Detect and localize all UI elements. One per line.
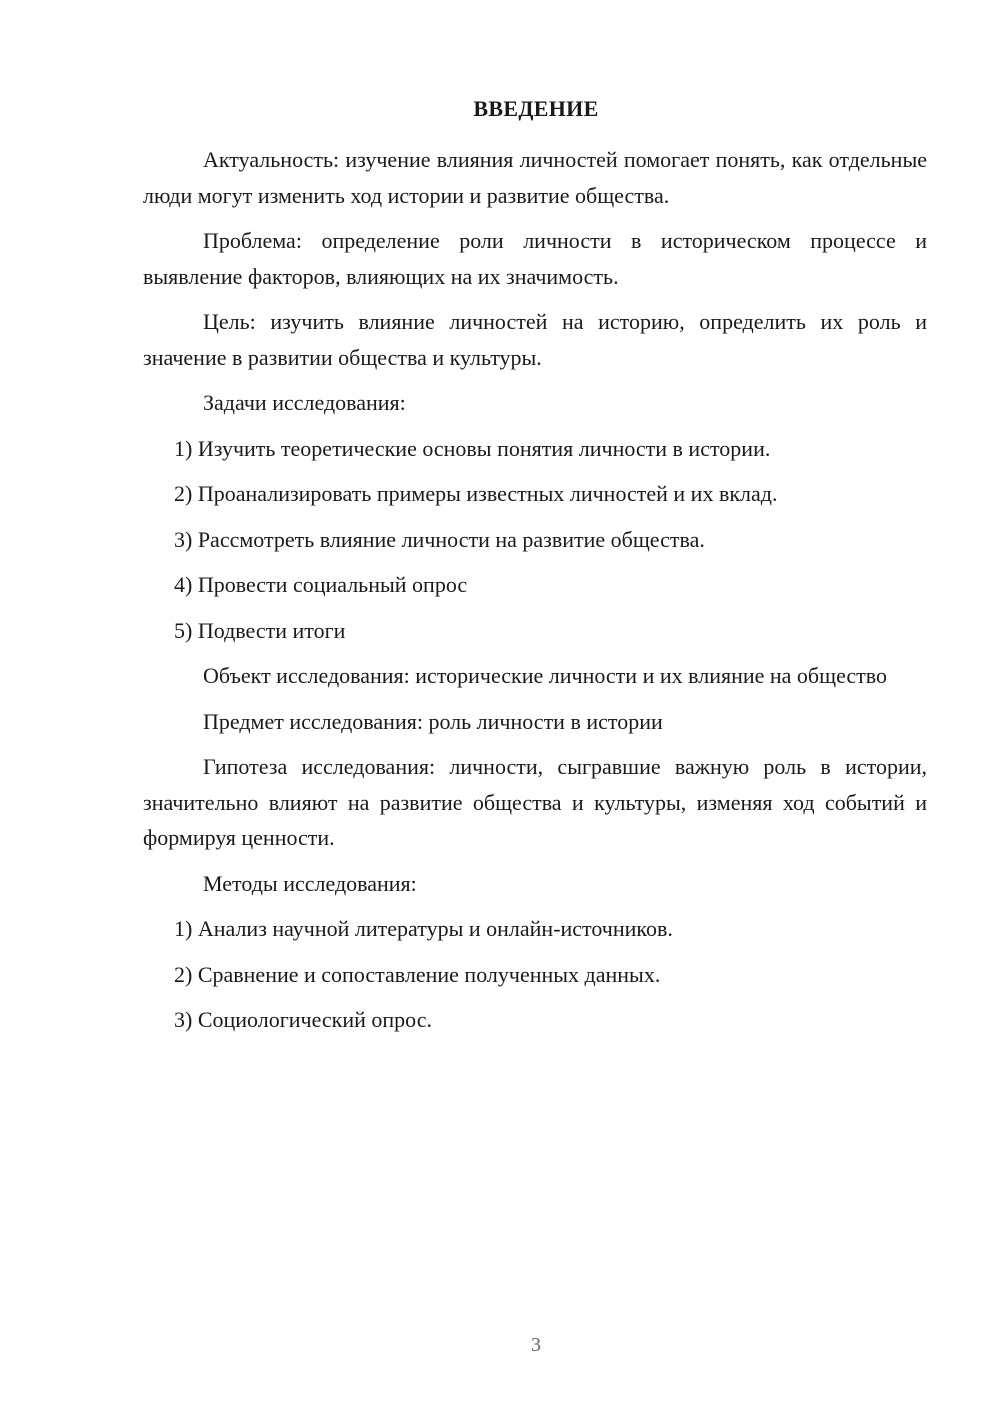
relevance-paragraph: Актуальность: изучение влияния личностей помогает понять, как отдельные люди могут изменить ход истории и развитие общества. — [143, 147, 927, 208]
object-paragraph: Объект исследования: исторические личности и их влияние на общество — [203, 663, 887, 688]
section-heading: ВВЕДЕНИЕ — [473, 96, 599, 121]
task-item: 4) Провести социальный опрос — [174, 572, 468, 597]
hypothesis-paragraph: Гипотеза исследования: личности, сыгравшие важную роль в истории, значительно влияют на развитие общества и культуры, изменяя ход событий и формируя ценности. — [143, 754, 927, 850]
page-number: 3 — [531, 1334, 541, 1356]
task-item: 5) Подвести итоги — [174, 617, 346, 643]
document-body — [143, 142, 927, 1048]
subject-paragraph: Предмет исследования: роль личности в истории — [203, 708, 663, 734]
task-item: 3) Рассмотреть влияние личности на развитие общества. — [174, 526, 705, 552]
task-item: 2) Проанализировать примеры известных личностей и их вклад. — [174, 481, 778, 506]
problem-paragraph: Проблема: определение роли личности в историческом процессе и выявление факторов, влияющих на их значимость. — [143, 228, 927, 289]
goal-paragraph: Цель: изучить влияние личностей на историю, определить их роль и значение в развитии общества и культуры. — [143, 309, 927, 370]
task-item: 1) Изучить теоретические основы понятия личности в истории. — [174, 435, 771, 461]
method-item: 1) Анализ научной литературы и онлайн-источников. — [174, 916, 673, 941]
methods-heading: Методы исследования: — [203, 870, 417, 896]
tasks-heading: Задачи исследования: — [203, 390, 406, 415]
method-item: 2) Сравнение и сопоставление полученных данных. — [174, 961, 661, 987]
method-item: 3) Социологический опрос. — [174, 1007, 432, 1032]
